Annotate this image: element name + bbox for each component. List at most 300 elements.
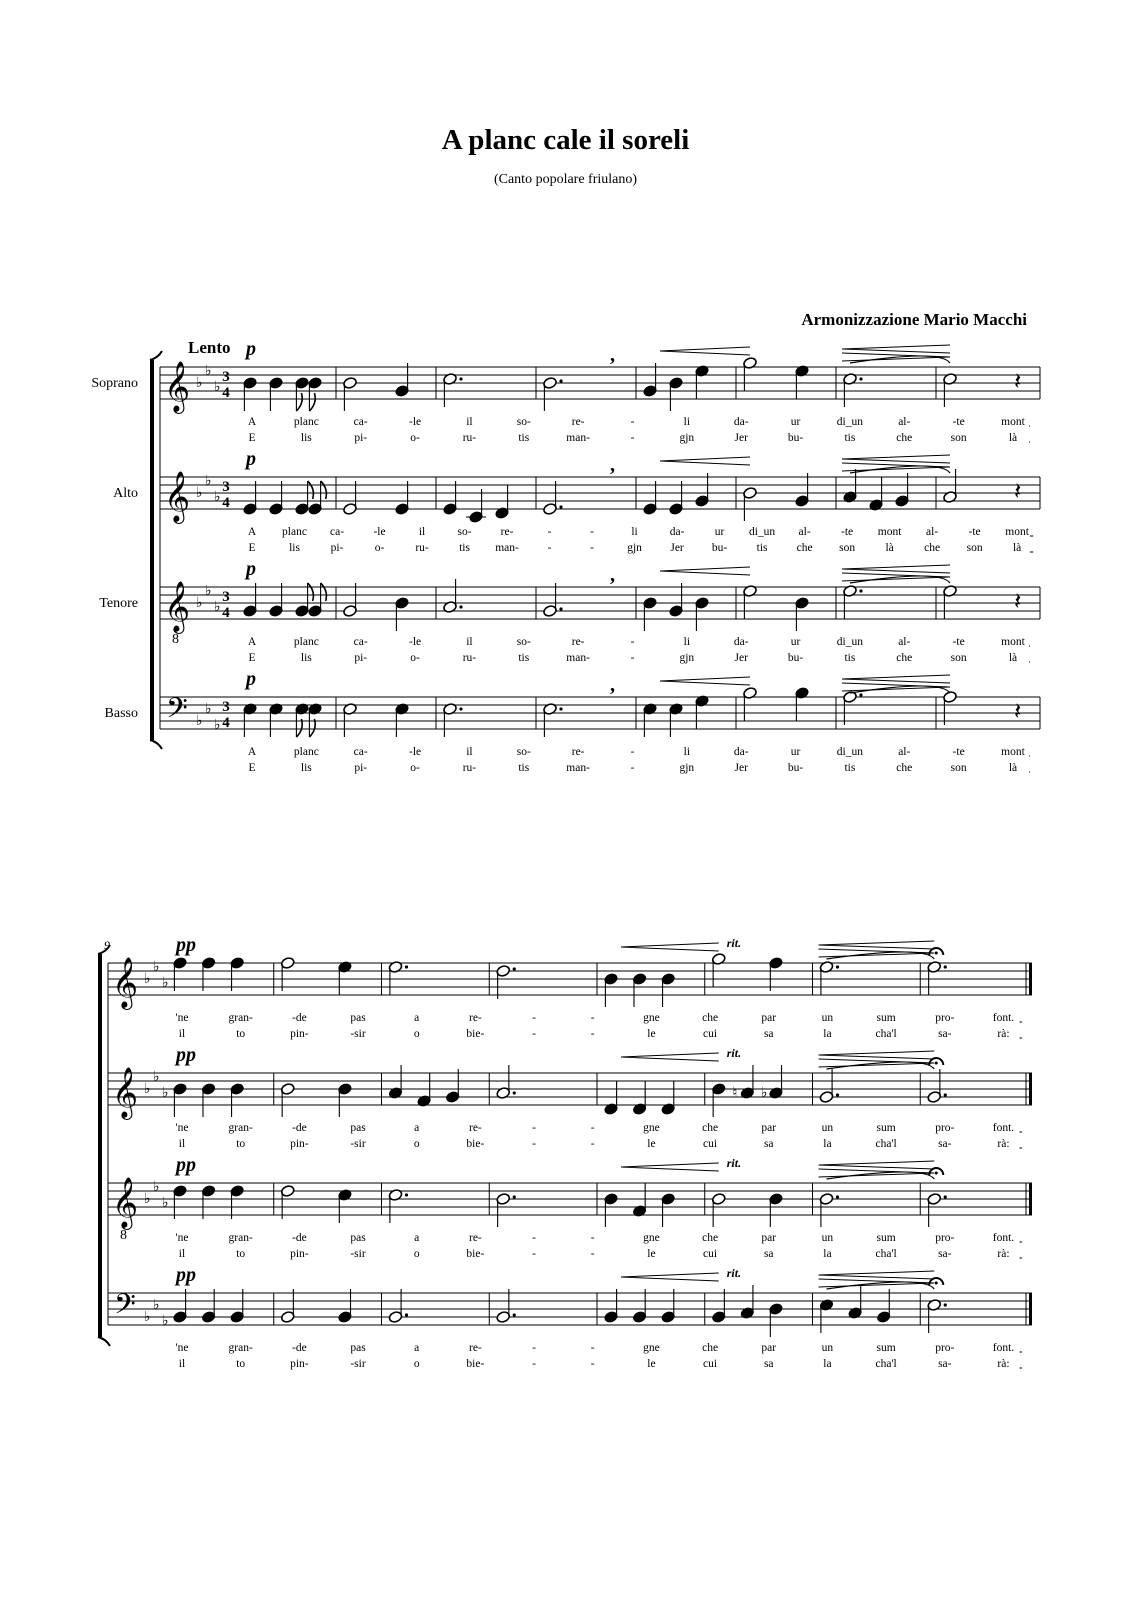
- crescendo-hairpin: [621, 1163, 719, 1171]
- lyric-verse2: ru-: [462, 432, 477, 444]
- lyric-verse2: pi-: [330, 542, 344, 554]
- lyric-verse2: cha'l: [875, 1358, 897, 1370]
- lyric-verse2: o-: [410, 432, 420, 444]
- tie: [850, 576, 950, 583]
- time-sig-bottom: 4: [222, 715, 230, 731]
- lyric-verse1: planc: [293, 416, 319, 428]
- time-sig-bottom: 4: [222, 385, 230, 401]
- lyric-verse2: man-: [566, 432, 590, 444]
- quarter-rest-icon: 𝄽: [1014, 477, 1022, 505]
- lyric-verse2: -: [590, 1358, 595, 1370]
- eighth-flag: [296, 719, 302, 737]
- crescendo-hairpin: [819, 1051, 935, 1059]
- lyric-verse2: tis: [756, 542, 768, 554]
- lyric-verse1: li: [631, 526, 638, 538]
- lyric-verse2: -: [590, 1028, 595, 1040]
- lyric-verse1: -te: [841, 526, 854, 538]
- lyric-verse1: gne: [643, 1342, 660, 1354]
- lyric-verse2: -: [547, 542, 552, 554]
- lyric-verse2: bie-: [466, 1028, 485, 1040]
- staff-basso: [105, 668, 1040, 774]
- lyric-verse1: a: [414, 1012, 420, 1024]
- lyric-verse1: mont: [1005, 526, 1029, 538]
- eighth-flag: [309, 393, 315, 411]
- lyric-verse1: ca-: [353, 416, 368, 428]
- bass-clef-icon: 𝄢: [114, 1288, 136, 1328]
- crescendo-hairpin: [660, 347, 750, 355]
- crescendo-hairpin: [660, 677, 750, 685]
- lyric-verse1: 'ne: [175, 1232, 189, 1244]
- dynamic-marking: p: [246, 558, 256, 580]
- lyric-verse1: di_un: [836, 416, 864, 428]
- lyric-verse2: man-: [495, 542, 519, 554]
- lyric-verse2: sa-: [938, 1248, 952, 1260]
- lyric-verse1: un: [821, 1342, 834, 1354]
- lyric-verse1: -: [532, 1232, 536, 1244]
- eighth-flag: [309, 719, 315, 737]
- dynamic-marking: p: [246, 668, 256, 690]
- lyric-verse2: là: [885, 542, 894, 554]
- flat-icon: ♭: [144, 1309, 151, 1325]
- flat-icon: ♭: [144, 1081, 151, 1097]
- lyric-verse1: da-: [733, 746, 749, 758]
- lyric-verse2: le: [647, 1028, 656, 1040]
- flat-icon: ♭: [196, 595, 203, 611]
- lyric-verse2: bu-: [787, 432, 804, 444]
- lyric-verse1: sum: [876, 1232, 896, 1244]
- lyric-verse2: E: [248, 432, 256, 444]
- time-sig-bottom: 4: [222, 605, 230, 621]
- lyric-verse1: un: [821, 1122, 834, 1134]
- lyric-verse2: che: [896, 762, 913, 774]
- lyric-verse2: là: [1008, 762, 1018, 774]
- tie: [827, 952, 935, 959]
- lyric-verse1: pro-: [935, 1342, 955, 1354]
- lyric-verse2: là: [1008, 652, 1018, 664]
- lyric-verse2: tis: [459, 542, 470, 554]
- lyric-verse1: pas: [350, 1122, 366, 1134]
- lyric-verse1: ur: [714, 526, 725, 538]
- staff-soprano: [91, 338, 1040, 444]
- lyric-verse1: so-: [516, 416, 531, 428]
- augmentation-dot: [513, 967, 516, 970]
- crescendo-hairpin: [621, 1053, 719, 1061]
- lyric-verse1: di_un: [836, 636, 864, 648]
- lyric-verse2: le: [647, 1248, 656, 1260]
- lyric-verse2: cui: [703, 1358, 718, 1370]
- lyric-verse2: gjn: [679, 652, 695, 664]
- augmentation-dot: [459, 605, 462, 608]
- augmentation-dot: [405, 1313, 408, 1316]
- lyric-verse1: re-: [468, 1232, 482, 1244]
- lyric-verse1: -le: [373, 526, 386, 538]
- lyric-verse1: planc: [282, 526, 307, 538]
- lyric-verse2: cha'l: [875, 1138, 897, 1150]
- lyric-verse2: là: [1008, 432, 1018, 444]
- lyric-verse2: pin-: [290, 1028, 309, 1040]
- lyric-verse2: son: [950, 762, 967, 774]
- lyric-verse2: o: [413, 1028, 420, 1040]
- lyric-verse2: -: [630, 652, 635, 664]
- crescendo-hairpin: [842, 675, 950, 683]
- lyric-verse2: che: [924, 542, 941, 554]
- quarter-rest-icon: 𝄽: [1014, 697, 1022, 725]
- lyric-verse2: to: [236, 1028, 246, 1040]
- lyric-verse2: rà:: [997, 1138, 1010, 1150]
- dynamic-marking: pp: [176, 1154, 196, 1176]
- lyric-verse2: son: [950, 432, 967, 444]
- lyric-verse2: rà:: [997, 1248, 1010, 1260]
- flat-icon: ♭: [196, 713, 203, 729]
- lyric-verse2: -: [532, 1138, 536, 1150]
- lyric-verse2: il: [178, 1028, 186, 1040]
- lyric-verse2: o-: [410, 762, 420, 774]
- augmentation-dot: [513, 1091, 516, 1094]
- staff-tenore: [99, 558, 1040, 664]
- lyric-verse2: tis: [518, 432, 530, 444]
- flat-icon: ♭: [153, 1179, 160, 1195]
- augmentation-dot: [459, 377, 462, 380]
- fermata-dot: [935, 1062, 938, 1065]
- crescendo-hairpin: [621, 1273, 719, 1281]
- crescendo-hairpin: [660, 457, 750, 465]
- flat-icon: ♭: [162, 1195, 169, 1211]
- lyric-verse2: gjn: [627, 542, 642, 554]
- bracket-top-hook: [150, 351, 162, 360]
- lyric-verse1: al-: [798, 526, 811, 538]
- dynamic-marking: pp: [176, 1044, 196, 1066]
- ritardando-marking: rit.: [726, 1046, 742, 1060]
- lyric-verse1: da-: [733, 636, 749, 648]
- lyric-verse2: to: [236, 1138, 246, 1150]
- dynamic-marking: p: [246, 338, 256, 360]
- measure-number: 9: [104, 938, 110, 952]
- fermata-dot: [935, 952, 938, 955]
- eighth-flag: [321, 481, 327, 499]
- lyric-verse1: che: [702, 1342, 719, 1354]
- ritardando-marking: rit.: [726, 1266, 742, 1280]
- crescendo-hairpin: [842, 455, 950, 463]
- lyric-verse2: man-: [566, 652, 590, 664]
- lyric-verse1: gran-: [228, 1012, 253, 1024]
- staff-soprano: [108, 934, 1032, 1040]
- lyric-verse2: ru-: [462, 652, 477, 664]
- eighth-flag: [321, 583, 327, 601]
- lyric-verse2: che: [896, 652, 913, 664]
- quarter-rest-icon: 𝄽: [1014, 587, 1022, 615]
- flat-icon: ♭: [196, 485, 203, 501]
- lyric-verse1: sum: [876, 1012, 896, 1024]
- lyric-verse2: lis: [300, 762, 312, 774]
- augmentation-dot: [559, 379, 562, 382]
- lyric-verse1: sum: [876, 1342, 896, 1354]
- breath-mark: ,: [610, 344, 615, 366]
- lyric-verse1: re-: [571, 636, 585, 648]
- lyric-verse2: son: [966, 542, 983, 554]
- augmentation-dot: [559, 505, 562, 508]
- lyric-verse1: A: [247, 636, 257, 648]
- augmentation-dot: [836, 965, 839, 968]
- lyric-verse1: gne: [643, 1012, 660, 1024]
- crescendo-hairpin: [842, 345, 950, 353]
- augmentation-dot: [513, 1313, 516, 1316]
- lyric-verse2: bie-: [466, 1138, 485, 1150]
- lyric-verse2: pi-: [354, 762, 368, 774]
- lyric-verse2: to: [236, 1248, 246, 1260]
- crescendo-hairpin: [819, 1161, 935, 1169]
- augmentation-dot: [405, 965, 408, 968]
- lyric-verse2: pin-: [290, 1138, 309, 1150]
- lyric-verse2: la: [823, 1028, 832, 1040]
- lyric-verse2: o-: [374, 542, 385, 554]
- lyric-verse2: sa-: [938, 1138, 952, 1150]
- lyric-verse1: -le: [408, 636, 422, 648]
- dynamic-marking: pp: [176, 1264, 196, 1286]
- lyric-verse2: lis: [300, 432, 312, 444]
- system-2: [98, 934, 1032, 1370]
- lyric-verse1: 'ne: [175, 1122, 189, 1134]
- lyric-verse1: A: [247, 416, 257, 428]
- lyric-verse1: che: [702, 1012, 719, 1024]
- staff-alto: [108, 1044, 1032, 1150]
- crescendo-hairpin: [660, 567, 750, 575]
- lyric-verse2: sa-: [938, 1028, 952, 1040]
- lyric-verse2: E: [248, 542, 256, 554]
- lyric-verse1: -: [532, 1342, 536, 1354]
- lyric-verse1: mont: [1001, 746, 1025, 758]
- flat-icon: ♭: [162, 1313, 169, 1329]
- lyric-verse1: il: [418, 526, 426, 538]
- lyric-verse1: par: [761, 1342, 777, 1354]
- lyric-verse2: -sir: [350, 1028, 366, 1040]
- lyric-verse1: re-: [571, 746, 585, 758]
- lyric-verse1: -te: [952, 416, 965, 428]
- instrument-name-soprano: Soprano: [91, 376, 138, 391]
- lyric-verse2: tis: [844, 652, 856, 664]
- lyric-verse2: tis: [844, 432, 856, 444]
- lyric-verse1: -: [590, 1122, 595, 1134]
- treble-clef-icon: 𝄞: [164, 361, 191, 412]
- lyric-verse2: sa: [763, 1028, 774, 1040]
- lyric-verse1: ca-: [353, 636, 368, 648]
- lyric-verse1: gran-: [228, 1342, 253, 1354]
- lyric-verse2: il: [178, 1248, 186, 1260]
- lyric-verse1: -te: [968, 526, 981, 538]
- lyric-verse1: -le: [408, 416, 422, 428]
- time-sig-top: 3: [222, 589, 230, 605]
- lyric-verse2: gjn: [679, 762, 695, 774]
- lyric-verse1: al-: [898, 636, 911, 648]
- lyric-verse2: la: [823, 1358, 832, 1370]
- octave-eight-mark: 8: [172, 632, 179, 647]
- lyric-verse1: pro-: [935, 1232, 955, 1244]
- lyric-verse1: pro-: [935, 1012, 955, 1024]
- staff-basso: [108, 1264, 1032, 1370]
- lyric-verse1: -: [590, 1012, 595, 1024]
- lyric-verse1: font.: [992, 1012, 1015, 1024]
- lyric-verse2: rà:: [997, 1028, 1010, 1040]
- lyric-verse2: pi-: [354, 652, 368, 664]
- lyric-verse2: sa-: [938, 1358, 952, 1370]
- lyric-verse2: il: [178, 1138, 186, 1150]
- lyric-verse1: di_un: [836, 746, 864, 758]
- breath-mark: ,: [610, 564, 615, 586]
- fermata-dot: [935, 1282, 938, 1285]
- lyric-verse1: -: [532, 1012, 536, 1024]
- lyric-verse1: a: [414, 1232, 420, 1244]
- tie: [827, 1282, 935, 1289]
- flat-icon: ♭: [760, 1085, 768, 1101]
- lyric-verse2: tis: [518, 762, 530, 774]
- ritardando-marking: rit.: [726, 936, 742, 950]
- time-sig-top: 3: [222, 699, 230, 715]
- lyric-verse2: cha'l: [875, 1248, 897, 1260]
- lyric-verse2: -: [630, 432, 635, 444]
- lyric-verse2: pi-: [354, 432, 368, 444]
- lyric-verse1: -de: [292, 1122, 307, 1134]
- flat-icon: ♭: [153, 959, 160, 975]
- lyric-verse1: mont: [1001, 416, 1025, 428]
- lyric-verse1: -: [630, 416, 635, 428]
- augmentation-dot: [559, 707, 562, 710]
- tie: [850, 466, 950, 473]
- lyric-verse1: planc: [293, 636, 319, 648]
- lyric-verse1: ur: [790, 416, 801, 428]
- augmentation-dot: [513, 1195, 516, 1198]
- quarter-rest-icon: 𝄽: [1014, 367, 1022, 395]
- lyric-verse1: -: [590, 1232, 595, 1244]
- lyric-verse1: font.: [992, 1232, 1015, 1244]
- ritardando-marking: rit.: [726, 1156, 742, 1170]
- breath-mark: ,: [610, 674, 615, 696]
- augmentation-dot: [559, 607, 562, 610]
- crescendo-hairpin: [819, 941, 935, 949]
- lyric-verse2: bie-: [466, 1358, 485, 1370]
- lyric-verse1: il: [466, 416, 473, 428]
- instrument-name-basso: Basso: [104, 706, 138, 721]
- lyric-verse2: bu-: [711, 542, 728, 554]
- lyric-verse1: mont: [877, 526, 902, 538]
- lyric-verse1: un: [821, 1232, 834, 1244]
- lyric-verse1: -: [590, 526, 594, 538]
- flat-icon: ♭: [153, 1297, 160, 1313]
- tie: [850, 686, 950, 693]
- lyric-verse1: pas: [350, 1012, 366, 1024]
- lyric-verse2: man-: [566, 762, 590, 774]
- lyric-verse1: font.: [992, 1342, 1015, 1354]
- lyric-verse2: sa: [763, 1248, 774, 1260]
- lyric-verse2: Jer: [734, 652, 748, 664]
- time-sig-top: 3: [222, 369, 230, 385]
- lyric-verse2: o-: [410, 652, 420, 664]
- natural-icon: ♮: [732, 1085, 738, 1101]
- eighth-flag: [308, 481, 314, 499]
- treble-clef-icon: 𝄞: [112, 957, 139, 1008]
- lyric-verse2: la: [823, 1138, 832, 1150]
- lyric-verse1: che: [702, 1232, 719, 1244]
- augmentation-dot: [944, 965, 947, 968]
- lyric-verse2: pin-: [290, 1358, 309, 1370]
- lyric-verse2: pin-: [290, 1248, 309, 1260]
- lyric-verse1: re-: [468, 1342, 482, 1354]
- lyric-verse1: 'ne: [175, 1012, 189, 1024]
- lyric-verse1: mont: [1001, 636, 1025, 648]
- flat-icon: ♭: [205, 583, 212, 599]
- lyric-verse1: so-: [516, 636, 531, 648]
- flat-icon: ♭: [162, 975, 169, 991]
- lyric-verse1: da-: [669, 526, 685, 538]
- augmentation-dot: [836, 1195, 839, 1198]
- flat-icon: ♭: [144, 971, 151, 987]
- lyric-verse1: gran-: [228, 1232, 253, 1244]
- augmentation-dot: [859, 589, 862, 592]
- lyric-verse1: li: [683, 746, 691, 758]
- lyric-verse1: -: [547, 526, 552, 538]
- lyric-verse1: par: [761, 1122, 777, 1134]
- lyric-verse1: -de: [292, 1232, 307, 1244]
- lyric-verse1: gran-: [228, 1122, 253, 1134]
- staff-tenore: [108, 1154, 1032, 1260]
- lyric-verse2: che: [896, 432, 913, 444]
- time-sig-top: 3: [222, 479, 230, 495]
- lyric-verse1: font.: [992, 1122, 1015, 1134]
- lyric-verse1: -: [590, 1342, 595, 1354]
- arranger-credit: Armonizzazione Mario Macchi: [801, 310, 1027, 329]
- lyric-verse2: -: [532, 1248, 536, 1260]
- lyric-verse1: ur: [790, 636, 801, 648]
- lyric-verse1: sum: [876, 1122, 896, 1134]
- system-1: [91, 338, 1040, 774]
- lyric-verse1: re-: [500, 526, 514, 538]
- eighth-flag: [308, 583, 314, 601]
- score-subtitle: (Canto popolare friulano): [493, 172, 638, 187]
- score-title: A planc cale il soreli: [441, 124, 690, 156]
- lyric-verse1: pas: [350, 1232, 366, 1244]
- lyric-verse2: cui: [703, 1248, 718, 1260]
- lyric-verse2: là: [1012, 542, 1022, 554]
- lyric-verse2: sa: [763, 1138, 774, 1150]
- lyric-verse1: di_un: [748, 526, 776, 538]
- flat-icon: ♭: [205, 363, 212, 379]
- bracket-bottom-hook: [150, 740, 162, 749]
- lyric-verse2: sa: [763, 1358, 774, 1370]
- lyric-verse2: -: [532, 1358, 536, 1370]
- dynamic-marking: pp: [176, 934, 196, 956]
- lyric-verse1: re-: [468, 1122, 482, 1134]
- lyric-verse2: tis: [518, 652, 530, 664]
- lyric-verse1: ca-: [353, 746, 368, 758]
- lyric-verse2: le: [647, 1138, 656, 1150]
- treble-clef-icon: 𝄞: [112, 1067, 139, 1118]
- augmentation-dot: [836, 1093, 839, 1096]
- lyric-verse2: tis: [844, 762, 856, 774]
- lyric-verse2: che: [796, 542, 813, 554]
- lyric-verse1: so-: [457, 526, 472, 538]
- flat-icon: ♭: [153, 1069, 160, 1085]
- lyric-verse1: pro-: [935, 1122, 955, 1134]
- lyric-verse2: -: [532, 1028, 536, 1040]
- lyric-verse1: -te: [952, 636, 965, 648]
- octave-eight-mark: 8: [120, 1228, 127, 1243]
- lyric-verse1: al-: [898, 416, 911, 428]
- crescendo-hairpin: [819, 1271, 935, 1279]
- lyric-verse2: bie-: [466, 1248, 485, 1260]
- augmentation-dot: [859, 693, 862, 696]
- lyric-verse1: -: [532, 1122, 536, 1134]
- lyric-verse1: -de: [292, 1012, 307, 1024]
- tempo-marking: Lento: [188, 338, 231, 357]
- lyric-verse1: so-: [516, 746, 531, 758]
